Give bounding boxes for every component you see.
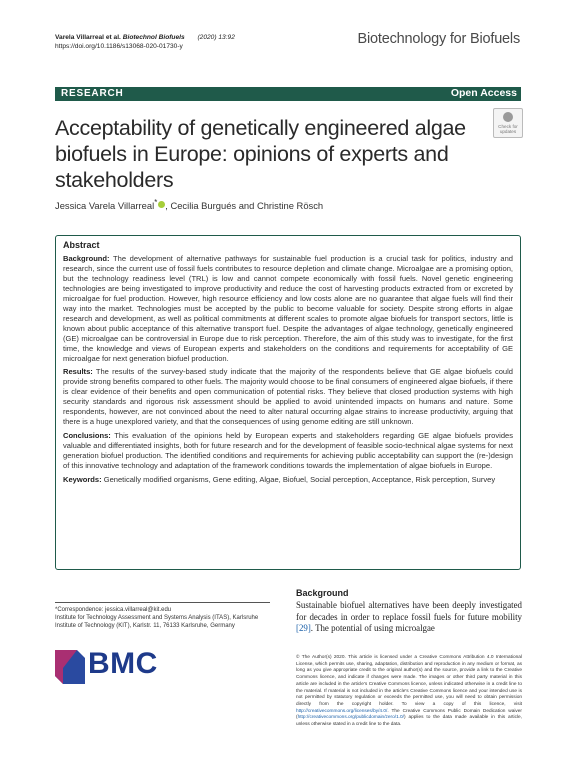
citation-line <box>55 33 235 42</box>
keywords-label: Keywords: <box>63 475 102 485</box>
conclusions-text: This evaluation of the opinions held by European experts and stakeholders regarding GE algae biofuels provides valuable and differentiated insights, both for future research and for the development of feasible socio-technical algae systems for next generation biofuel production. The identified conditions and requirements for achieving public acceptability can support the (re-)design of this innovative technology and adaptation of the framework conditions towards the implementation of algae biofuels in Europe. <box>63 431 513 471</box>
license-end: ) applies to the data made available in this article, unless otherwise stated in a credit line to the data. <box>296 715 522 728</box>
citation-authors: Varela Villarreal et al. <box>55 34 121 41</box>
abstract-results <box>63 367 513 427</box>
correspondence-note <box>55 602 270 630</box>
results-label: Results: <box>63 367 93 377</box>
background-body-end: . The potential of using microalgae <box>310 623 435 634</box>
author-list <box>55 198 323 211</box>
keywords-text: Genetically modified organisms, Gene editing, Algae, Biofuel, Social perception, Acceptance, Risk perception, Survey <box>103 475 496 485</box>
license-mid: . The Creative Commons Public Domain Dedication waiver ( <box>296 708 522 721</box>
section-bar <box>55 87 521 101</box>
license-body: © The Author(s) 2020. This article is licensed under a Creative Commons Attribution 4.0 International License, which permits use, sharing, adaptation, distribution and reproduction in any medium or format, as long as you give appropriate credit to the original author(s) and the source, provide a link to the Creative Commons licence, and indicate if changes were made. The images or other third party material in this article are included in the article's Creative Commons licence, unless indicated otherwise in a credit line to the material. If material is not included in the article's Creative Commons licence and your intended use is not permitted by statutory regulation or exceeds the permitted use, you will need to obtain permission directly from the copyright holder. To view a copy of this licence, visit <box>296 655 522 707</box>
correspondence-email[interactable]: *Correspondence: jessica.villarreal@kit.edu <box>55 607 172 613</box>
journal-name: Biotechnology for Biofuels <box>357 31 520 47</box>
citation-ref-link[interactable]: [29] <box>296 623 311 634</box>
abstract-background <box>63 254 513 363</box>
check-updates-icon <box>503 112 513 122</box>
check-updates-line2: updates <box>499 129 517 134</box>
correspondence-affiliation: Institute for Technology Assessment and Systems Analysis (ITAS), Karlsruhe Institute of Technology (KIT), Karlstr. 11, 76133 Karlsruhe, Germany <box>55 615 259 629</box>
background-body-start: Sustainable biofuel alternatives have been deeply investigated for decades in order to replace fossil fuels for future mobility <box>296 600 522 622</box>
conclusions-label: Conclusions: <box>63 431 111 441</box>
public-domain-link[interactable]: http://creativecommons.org/publicdomain/zero/1.0/ <box>297 715 404 721</box>
section-label: RESEARCH <box>61 88 124 99</box>
background-text: The development of alternative pathways for sustainable fuel production is a crucial task for politics, industry and research, since the current use of fossil fuels contributes to resource depletion and climate change. Microalgae are a promising option, but the technology readiness level (TRL) is low and cannot compete economically with fossil fuels. Novel genetic engineering technologies are being investigated to improve productivity and reduce the cost of harvesting products extracted from or excreted by microalgae for fuel production. However, high resource efficiency and low costs alone are no guarantee that algae fuels will find their way into the market. Technologies must be accepted by the public to become valuable for society. Despite strong efforts in algae research and development, as well as political commitments at different scales to promote algae biofuels for transport sectors, little is known about public acceptance of this alternative transport fuel. Despite the advantages of algae technology, genetically engineered (GE) microalgae can be controversial in Europe due to risk perception. Therefore, the aim of this study was to investigate, for the first time, the knowledge and views of European experts and stakeholders on the conditions and requirements for acceptability of GE microalgae for next generation biofuel production. <box>63 254 513 363</box>
license-link[interactable]: http://creativecommons.org/licenses/by/4.0/ <box>296 708 388 714</box>
abstract-conclusions <box>63 431 513 471</box>
abstract-heading: Abstract <box>63 240 100 250</box>
bmc-logo-icon <box>55 650 85 684</box>
citation-year-volume: (2020) 13:92 <box>197 34 235 41</box>
background-label: Background: <box>63 254 110 263</box>
bmc-logo-text: BMC <box>88 647 158 680</box>
citation-header <box>55 33 235 51</box>
license-text <box>296 655 522 729</box>
author-rest: , Cecilia Burgués and Christine Rösch <box>165 200 324 212</box>
corresponding-mark: * <box>154 198 158 207</box>
check-updates-line1: Check for <box>498 124 518 129</box>
background-paragraph <box>296 600 522 635</box>
results-text: The results of the survey-based study indicate that the majority of the respondents believe that GE algae biofuels could provide strong benefits compared to other fuels. The majority would choose to be final consumers of engineered algae biofuels, if there is clear evidence of their benefits and open communication of potential risks. They believe that closed production systems with high security standards and rigorous risk assessment should be applied to avoid unintended impacts on humans and nature. Some respondents, however, are not convinced about the need to alter natural occurring algae strains to increase productivity, arguing that there is a huge unexplored variety, and that the consequences of using genome editing are still unknown. <box>63 367 513 427</box>
abstract-keywords <box>63 475 513 485</box>
citation-journal: Biotechnol Biofuels <box>122 34 185 41</box>
open-access-label: Open Access <box>450 87 517 99</box>
background-heading: Background <box>296 588 349 598</box>
abstract-box <box>55 235 521 570</box>
doi-link[interactable]: https://doi.org/10.1186/s13068-020-01730-y <box>55 43 183 50</box>
author-first[interactable]: Jessica Varela Villarreal <box>55 200 155 212</box>
article-title: Acceptability of genetically engineered algae biofuels in Europe: opinions of experts and stakeholders <box>55 116 466 192</box>
check-for-updates-badge[interactable] <box>493 108 523 138</box>
